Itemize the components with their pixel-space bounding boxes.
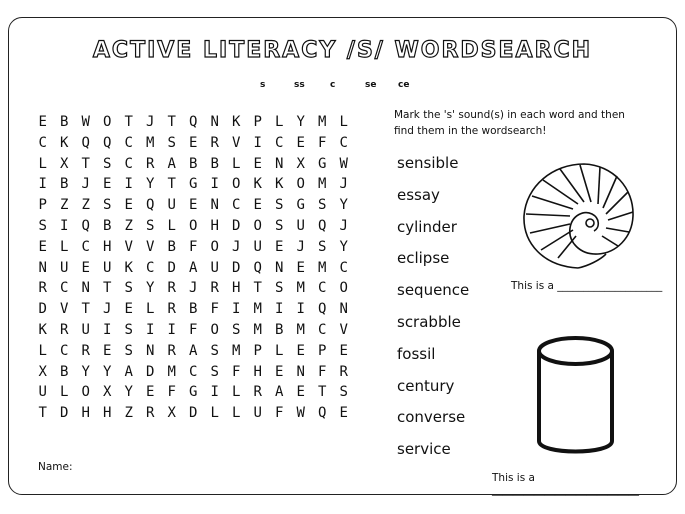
grid-cell[interactable]: E [124,197,133,214]
grid-cell[interactable]: X [296,155,305,172]
grid-cell[interactable]: Z [124,405,133,422]
word-item: essay [397,185,440,204]
grid-cell[interactable]: J [81,176,90,193]
grid-cell[interactable]: H [232,280,241,297]
grid-cell[interactable]: E [275,238,284,255]
grid-cell[interactable]: T [103,280,112,297]
grid-cell[interactable]: I [232,301,241,318]
grid-cell[interactable]: C [60,342,69,359]
grid-cell[interactable]: W [296,405,305,422]
grid-cell[interactable]: B [60,176,69,193]
grid-cell[interactable]: L [146,301,155,318]
grid-cell[interactable]: Q [318,301,327,318]
grid-cell[interactable]: E [146,384,155,401]
grid-cell[interactable]: M [296,321,305,338]
grid-cell[interactable]: Y [103,363,112,380]
grid-row [32,154,362,175]
word-item: sequence [397,281,470,300]
grid-cell[interactable]: A [167,155,176,172]
grid-cell[interactable]: B [189,301,198,318]
grid-cell[interactable]: F [210,301,219,318]
grid-cell[interactable]: G [189,176,198,193]
grid-cell[interactable]: C [146,259,155,276]
grid-cell[interactable]: D [38,301,47,318]
grid-cell[interactable]: U [296,217,305,234]
grid-cell[interactable]: L [275,342,284,359]
grid-cell[interactable]: C [339,134,348,151]
grid-cell[interactable]: T [167,114,176,130]
grid-cell[interactable]: D [146,363,155,380]
grid-cell[interactable]: O [253,217,262,234]
grid-cell[interactable]: R [210,134,219,151]
grid-row [32,237,362,258]
grid-cell[interactable]: E [296,342,305,359]
grid-cell[interactable]: Q [81,217,90,234]
grid-cell[interactable]: L [210,405,219,422]
grid-cell[interactable]: R [167,342,176,359]
grid-cell[interactable]: Q [103,134,112,151]
grid-cell[interactable]: T [124,114,133,130]
grid-cell[interactable]: T [81,301,90,318]
grid-cell[interactable]: N [146,342,155,359]
grid-cell[interactable]: U [253,238,262,255]
grid-cell[interactable]: Q [253,259,262,276]
grid-cell[interactable]: S [275,217,284,234]
word-item: service [397,440,451,459]
grid-cell[interactable]: E [189,134,198,151]
grid-cell[interactable]: F [189,321,198,338]
grid-cell[interactable]: X [103,384,112,401]
grid-cell[interactable]: H [210,217,219,234]
grid-cell[interactable]: S [124,280,133,297]
grid-cell[interactable]: N [296,363,305,380]
grid-cell[interactable]: M [296,280,305,297]
grid-row [32,299,362,320]
grid-cell[interactable]: N [38,259,47,276]
grid-cell[interactable]: Q [318,405,327,422]
grid-cell[interactable]: I [210,384,219,401]
grid-row [32,320,362,341]
grid-cell[interactable]: T [38,405,47,422]
grid-cell[interactable]: O [81,384,90,401]
grid-cell[interactable]: N [81,280,90,297]
grid-cell[interactable]: I [167,321,176,338]
grid-cell[interactable]: S [124,342,133,359]
grid-row [32,216,362,237]
grid-cell[interactable]: R [210,280,219,297]
grid-cell[interactable]: X [167,405,176,422]
grid-row [32,403,362,424]
grid-cell[interactable]: O [296,176,305,193]
grid-cell[interactable]: S [210,342,219,359]
grid-cell[interactable]: R [167,280,176,297]
grid-cell[interactable]: E [38,238,47,255]
grid-cell[interactable]: U [253,405,262,422]
grid-cell[interactable]: C [81,238,90,255]
grid-cell[interactable]: U [60,259,69,276]
grid-cell[interactable]: S [103,155,112,172]
grid-row [32,258,362,279]
grid-cell[interactable]: M [232,342,241,359]
grid-row [32,341,362,362]
shell-caption: This is a ____________________ [511,280,663,292]
grid-cell[interactable]: Q [318,217,327,234]
grid-cell[interactable]: N [210,114,219,130]
grid-cell[interactable]: E [103,176,112,193]
grid-cell[interactable]: V [124,238,133,255]
grid-cell[interactable]: P [38,197,47,214]
grid-cell[interactable]: S [318,238,327,255]
cylinder-caption: This is a ____________________________ [492,472,639,496]
grid-cell[interactable]: K [275,176,284,193]
grid-cell[interactable]: Y [146,280,155,297]
grid-cell[interactable]: T [253,280,262,297]
sound-item: se [365,80,377,90]
grid-cell[interactable]: E [253,197,262,214]
grid-cell[interactable]: L [60,238,69,255]
grid-cell[interactable]: C [339,259,348,276]
grid-cell[interactable]: Y [124,384,133,401]
grid-cell[interactable]: M [146,134,155,151]
grid-row [32,174,362,195]
grid-cell[interactable]: K [124,259,133,276]
grid-row [32,112,362,133]
grid-cell[interactable]: L [60,384,69,401]
grid-cell[interactable]: I [124,176,133,193]
grid-cell[interactable]: Y [296,114,305,130]
grid-cell[interactable]: L [38,342,47,359]
grid-cell[interactable]: E [253,155,262,172]
grid-cell[interactable]: C [318,321,327,338]
grid-row [32,362,362,383]
grid-cell[interactable]: Z [60,197,69,214]
grid-cell[interactable]: S [167,134,176,151]
grid-cell[interactable]: J [232,238,241,255]
grid-cell[interactable]: R [146,155,155,172]
grid-cell[interactable]: D [167,259,176,276]
grid-cell[interactable]: N [210,197,219,214]
grid-cell[interactable]: E [339,405,348,422]
grid-cell[interactable]: B [60,114,69,130]
grid-cell[interactable]: L [232,405,241,422]
grid-cell[interactable]: E [81,259,90,276]
grid-cell[interactable]: I [60,217,69,234]
grid-cell[interactable]: I [38,176,47,193]
grid-cell[interactable]: B [167,238,176,255]
name-label: Name: [38,461,73,473]
grid-cell[interactable]: E [296,134,305,151]
grid-cell[interactable]: L [275,114,284,130]
grid-cell[interactable]: Y [146,176,155,193]
word-list [397,152,469,470]
grid-cell[interactable]: M [253,321,262,338]
grid-cell[interactable]: R [253,384,262,401]
grid-cell[interactable]: B [210,155,219,172]
grid-cell[interactable]: F [318,363,327,380]
grid-cell[interactable]: C [60,280,69,297]
grid-cell[interactable]: H [103,405,112,422]
word-item: century [397,376,455,395]
grid-cell[interactable]: D [232,259,241,276]
grid-cell[interactable]: M [253,301,262,318]
grid-cell[interactable]: D [60,405,69,422]
grid-cell[interactable]: S [38,217,47,234]
grid-cell[interactable]: E [124,301,133,318]
grid-cell[interactable]: L [38,155,47,172]
grid-cell[interactable]: F [232,363,241,380]
grid-cell[interactable]: X [60,155,69,172]
grid-cell[interactable]: F [318,134,327,151]
grid-cell[interactable]: O [189,217,198,234]
grid-cell[interactable]: N [339,301,348,318]
grid-cell[interactable]: R [60,321,69,338]
grid-row [32,382,362,403]
grid-cell[interactable]: J [339,217,348,234]
grid-cell[interactable]: K [38,321,47,338]
grid-cell[interactable]: Q [146,197,155,214]
grid-cell[interactable]: L [232,155,241,172]
sound-item: s [260,80,266,90]
grid-cell[interactable]: R [81,342,90,359]
grid-cell[interactable]: J [146,114,155,130]
grid-cell[interactable]: D [232,217,241,234]
grid-cell[interactable]: R [146,405,155,422]
grid-cell[interactable]: C [124,134,133,151]
grid-cell[interactable]: M [167,363,176,380]
grid-cell[interactable]: S [146,217,155,234]
grid-cell[interactable]: L [167,217,176,234]
word-item: fossil [397,344,436,363]
grid-cell[interactable]: J [296,238,305,255]
grid-cell[interactable]: V [60,301,69,318]
grid-cell[interactable]: K [232,114,241,130]
grid-cell[interactable]: C [275,134,284,151]
grid-cell[interactable]: V [146,238,155,255]
grid-cell[interactable]: P [253,342,262,359]
grid-cell[interactable]: C [318,280,327,297]
grid-cell[interactable]: I [296,301,305,318]
grid-cell[interactable]: T [167,176,176,193]
word-item: sensible [397,154,459,172]
grid-cell[interactable]: C [189,363,198,380]
grid-cell[interactable]: E [189,197,198,214]
grid-cell[interactable]: R [339,363,348,380]
grid-cell[interactable]: T [318,384,327,401]
grid-cell[interactable]: C [38,134,47,151]
grid-cell[interactable]: B [103,217,112,234]
grid-cell[interactable]: C [124,155,133,172]
word-item: converse [397,408,466,427]
grid-cell[interactable]: A [189,342,198,359]
instructions: Mark the 's' sound(s) in each word and then find them in the wordsearch! [394,109,625,137]
grid-cell[interactable]: F [275,405,284,422]
grid-cell[interactable]: J [339,176,348,193]
grid-cell[interactable]: O [210,238,219,255]
page-title: ACTIVE LITERACY /S/ WORDSEARCH [92,38,593,63]
grid-cell[interactable]: S [124,321,133,338]
wordsearch-grid[interactable] [32,112,362,424]
grid-cell[interactable]: W [339,155,348,172]
grid-cell[interactable]: I [210,176,219,193]
grid-cell[interactable]: F [167,384,176,401]
grid-cell[interactable]: Z [124,217,133,234]
grid-cell[interactable]: S [210,363,219,380]
grid-cell[interactable]: U [103,259,112,276]
grid-cell[interactable]: V [339,321,348,338]
word-item: cylinder [397,217,457,236]
word-item: scrabble [397,312,461,331]
grid-cell[interactable]: B [275,321,284,338]
word-item: eclipse [397,249,450,268]
grid-row [32,278,362,299]
grid-cell[interactable]: T [81,155,90,172]
grid-cell[interactable]: O [103,114,112,130]
grid-cell[interactable]: M [318,176,327,193]
grid-cell[interactable]: Y [81,363,90,380]
cylinder-icon [533,333,618,458]
grid-cell[interactable]: Z [81,197,90,214]
grid-cell[interactable]: F [189,238,198,255]
grid-cell[interactable]: E [38,114,47,130]
grid-cell[interactable]: S [339,384,348,401]
grid-cell[interactable]: E [296,384,305,401]
grid-cell[interactable]: H [103,238,112,255]
grid-cell[interactable]: J [189,280,198,297]
grid-cell[interactable]: U [167,197,176,214]
grid-cell[interactable]: G [296,197,305,214]
grid-cell[interactable]: X [38,363,47,380]
grid-cell[interactable]: U [210,259,219,276]
grid-cell[interactable]: S [275,280,284,297]
grid-cell[interactable]: M [318,259,327,276]
grid-cell[interactable]: V [232,134,241,151]
grid-cell[interactable]: U [81,321,90,338]
grid-cell[interactable]: D [189,405,198,422]
grid-cell[interactable]: P [318,342,327,359]
grid-cell[interactable]: N [275,259,284,276]
grid-cell[interactable]: H [81,405,90,422]
grid-cell[interactable]: K [60,134,69,151]
grid-cell[interactable]: N [275,155,284,172]
grid-cell[interactable]: A [275,384,284,401]
grid-cell[interactable]: Y [339,238,348,255]
grid-cell[interactable]: P [253,114,262,130]
grid-cell[interactable]: I [253,134,262,151]
grid-cell[interactable]: L [339,114,348,130]
grid-cell[interactable]: S [232,321,241,338]
grid-cell[interactable]: Q [81,134,90,151]
grid-cell[interactable]: G [318,155,327,172]
grid-cell[interactable]: I [275,301,284,318]
grid-cell[interactable]: R [38,280,47,297]
grid-cell[interactable]: L [232,384,241,401]
grid-cell[interactable]: E [275,363,284,380]
grid-cell[interactable]: W [81,114,90,130]
grid-cell[interactable]: A [189,259,198,276]
grid-cell[interactable]: O [339,280,348,297]
grid-cell[interactable]: H [253,363,262,380]
grid-cell[interactable]: I [146,321,155,338]
grid-cell[interactable]: G [189,384,198,401]
grid-cell[interactable]: S [103,197,112,214]
grid-cell[interactable]: Q [189,114,198,130]
grid-row [32,195,362,216]
grid-cell[interactable]: Y [339,197,348,214]
grid-cell[interactable]: J [103,301,112,318]
grid-row [32,133,362,154]
grid-cell[interactable]: M [318,114,327,130]
sound-item: ss [294,80,305,90]
grid-cell[interactable]: E [339,342,348,359]
grid-cell[interactable]: R [167,301,176,318]
grid-cell[interactable]: O [232,176,241,193]
sound-item: ce [398,80,410,90]
grid-cell[interactable]: A [124,363,133,380]
grid-cell[interactable]: O [210,321,219,338]
grid-cell[interactable]: K [253,176,262,193]
grid-cell[interactable]: C [232,197,241,214]
grid-cell[interactable]: S [275,197,284,214]
grid-cell[interactable]: I [103,321,112,338]
grid-cell[interactable]: E [103,342,112,359]
sound-list [0,80,685,94]
grid-cell[interactable]: U [38,384,47,401]
shell-icon [518,158,638,273]
grid-cell[interactable]: B [189,155,198,172]
grid-cell[interactable]: S [318,197,327,214]
grid-cell[interactable]: E [296,259,305,276]
sound-item: c [330,80,336,90]
grid-cell[interactable]: B [60,363,69,380]
